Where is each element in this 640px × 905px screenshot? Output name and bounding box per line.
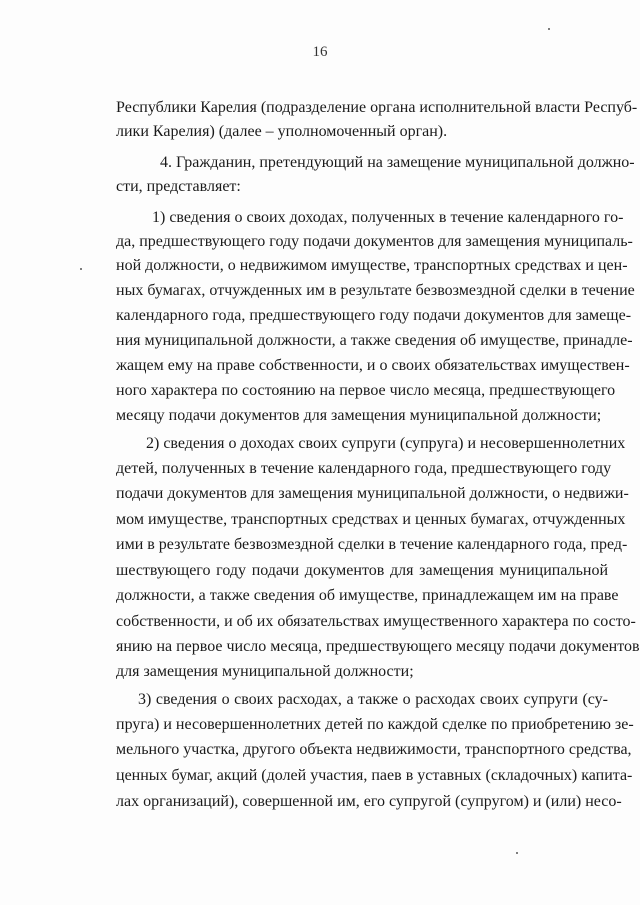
text-line: ных бумагах, отчужденных им в результате безвозмездной сделки в течение bbox=[116, 282, 635, 299]
text-line: ного характера по состоянию на первое число месяца, предшествующего bbox=[116, 382, 616, 399]
text-line: ими в результате безвозмездной сделки в течение календарного года, пред- bbox=[116, 536, 628, 553]
text-line: лах организаций), совершенной им, его супругой (супругом) и (или) несо- bbox=[116, 793, 622, 810]
text-line: мельного участка, другого объекта недвижимости, транспортного средства, bbox=[116, 741, 632, 758]
text-line: лики Карелия) (далее – уполномоченный орган). bbox=[116, 123, 448, 140]
page-number: 16 bbox=[312, 44, 328, 60]
text-line: Республики Карелия (подразделение органа исполнительной власти Респуб- bbox=[116, 99, 638, 116]
scan-speck bbox=[548, 28, 550, 30]
text-line: ценных бумаг, акций (долей участия, паев в уставных (складочных) капита- bbox=[116, 767, 633, 784]
text-line: шествующего году подачи документов для замещения муниципальной bbox=[116, 562, 608, 579]
scan-speck bbox=[516, 852, 518, 854]
text-line: календарного года, предшествующего году подачи документов для замеще- bbox=[116, 307, 632, 324]
text-line: должности, а также сведения об имуществе, принадлежащем им на праве bbox=[116, 587, 619, 604]
text-line: детей, полученных в течение календарного года, предшествующего году bbox=[116, 460, 612, 477]
text-line: 2) сведения о доходах своих супруги (супруга) и несовершеннолетних bbox=[146, 435, 626, 452]
text-line: 4. Гражданин, претендующий на замещение муниципальной должно- bbox=[160, 154, 635, 171]
text-line: мом имуществе, транспортных средствах и ценных бумагах, отчужденных bbox=[116, 511, 626, 528]
text-line: пруга) и несовершеннолетних детей по каждой сделке по приобретению зе- bbox=[116, 716, 634, 733]
text-line: сти, представляет: bbox=[116, 178, 241, 195]
scan-speck bbox=[80, 268, 82, 270]
text-line: ной должности, о недвижимом имуществе, транспортных средствах и цен- bbox=[116, 257, 628, 274]
text-line: для замещения муниципальной должности; bbox=[116, 663, 414, 680]
text-line: месяцу подачи документов для замещения муниципальной должности; bbox=[116, 407, 602, 424]
text-line: собственности, и об их обязательствах имущественного характера по состо- bbox=[116, 613, 636, 630]
text-line: подачи документов для замещения муниципальной должности, о недвижи- bbox=[116, 485, 629, 502]
text-line: да, предшествующего году подачи документов для замещения муниципаль- bbox=[116, 233, 633, 250]
text-line: ния муниципальной должности, а также сведения об имуществе, принадле- bbox=[116, 332, 633, 349]
text-line: 1) сведения о своих доходах, полученных в течение календарного го- bbox=[152, 209, 624, 226]
text-line: жащем ему на праве собственности, и о своих обязательствах имуществен- bbox=[116, 357, 630, 374]
text-line: 3) сведения о своих расходах, а также о расходах своих супруги (су- bbox=[138, 691, 608, 708]
text-line: янию на первое число месяца, предшествующего месяцу подачи документов bbox=[116, 638, 640, 655]
